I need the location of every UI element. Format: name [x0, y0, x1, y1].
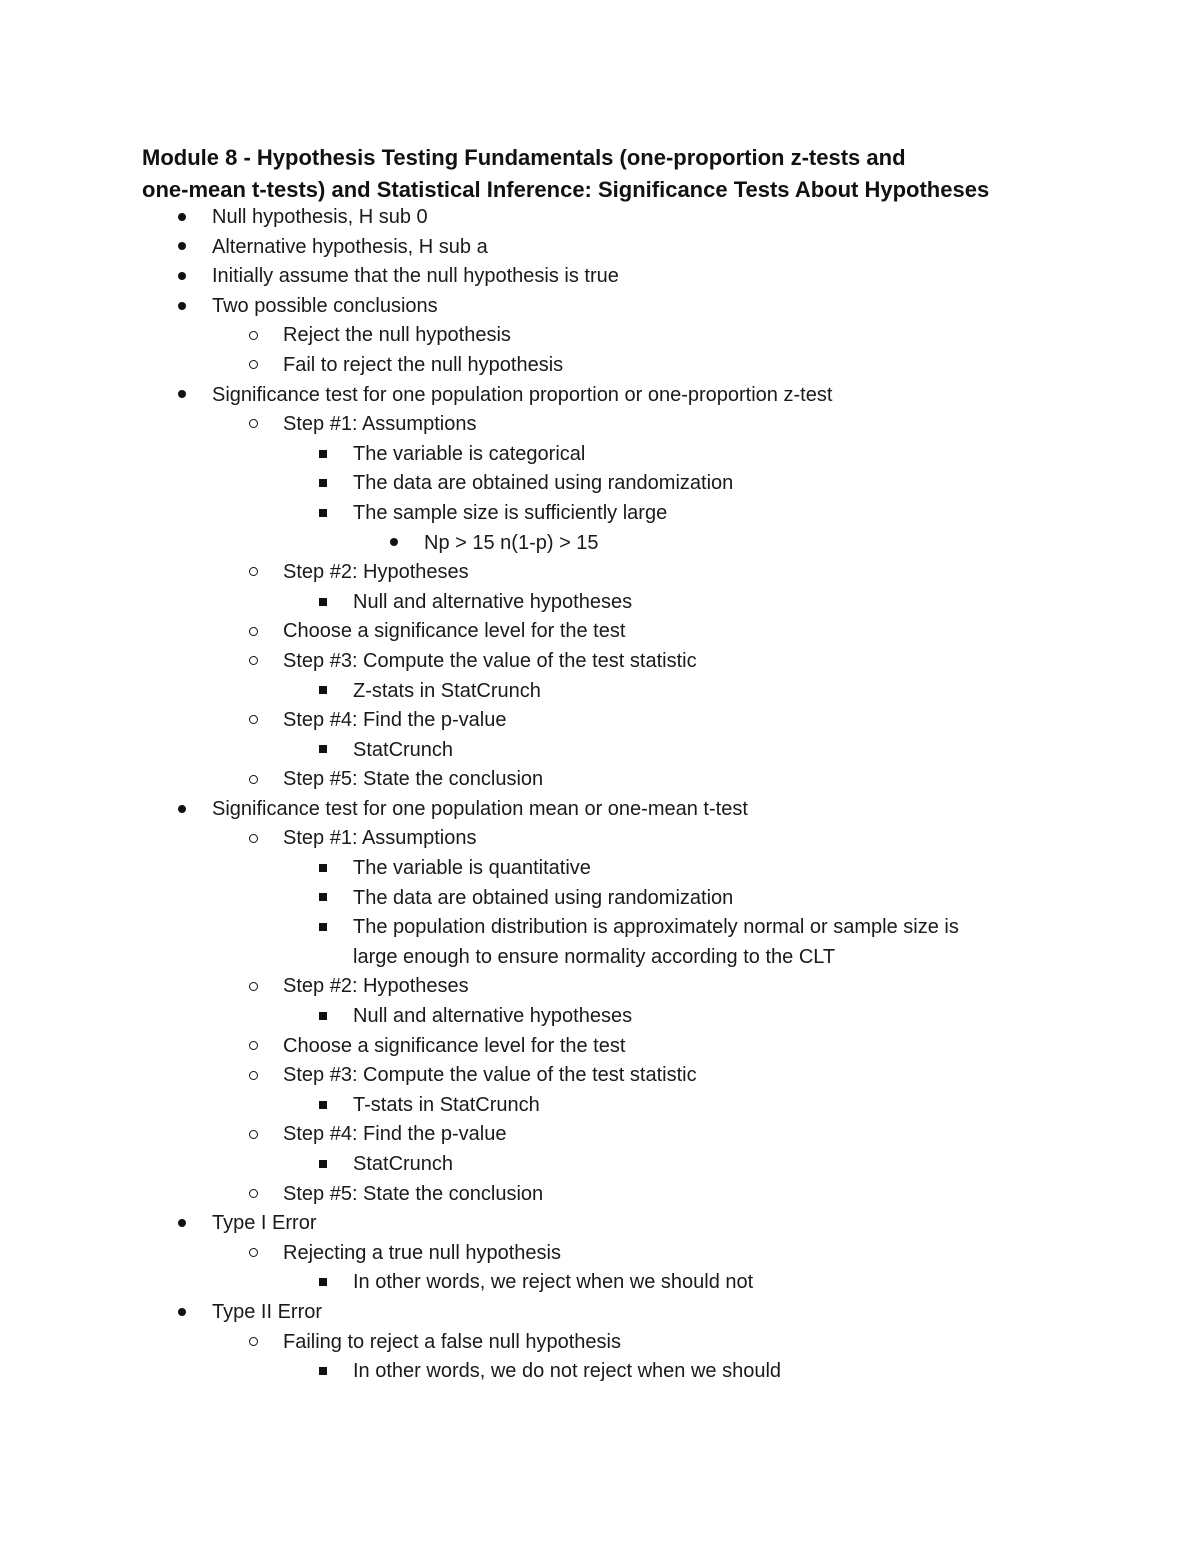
bullet-dot-icon: [172, 1298, 192, 1328]
list-item-line: StatCrunch: [353, 738, 454, 761]
list-item-line: The data are obtained using randomization: [353, 886, 734, 909]
bullet-circle-icon: [243, 558, 263, 588]
bullet-square-icon: [313, 1268, 333, 1298]
list-item-text: [353, 1091, 540, 1121]
list-item: [0, 469, 1200, 499]
bullet-circle-icon: [243, 706, 263, 736]
bullet-circle-icon: [243, 617, 263, 647]
list-item: [0, 972, 1200, 1002]
page-title: [142, 142, 1102, 205]
list-item-line: Choose a significance level for the test: [283, 1034, 626, 1057]
list-item-line: Null and alternative hypotheses: [353, 590, 633, 613]
list-item-text: [283, 410, 476, 440]
list-item-text: [353, 913, 959, 972]
list-item-text: [283, 1239, 561, 1269]
list-item-text: [353, 1268, 753, 1298]
list-item: [0, 1268, 1200, 1298]
list-item-line: Type I Error: [212, 1212, 317, 1235]
list-item-text: [283, 1180, 543, 1210]
list-item-line: In other words, we reject when we should not: [353, 1271, 754, 1294]
list-item: [0, 1298, 1200, 1328]
bullet-dot-icon: [172, 1209, 192, 1239]
list-item-text: [424, 529, 599, 559]
list-item: [0, 1091, 1200, 1121]
list-item-text: [353, 677, 541, 707]
list-item: [0, 292, 1200, 322]
bullet-circle-icon: [243, 1239, 263, 1269]
list-item-line: Fail to reject the null hypothesis: [283, 353, 564, 376]
list-item: [0, 1209, 1200, 1239]
list-item: [0, 884, 1200, 914]
list-item: [0, 351, 1200, 381]
bullet-circle-icon: [243, 647, 263, 677]
outline-list: [0, 203, 1200, 1387]
list-item: [0, 1150, 1200, 1180]
bullet-circle-icon: [243, 351, 263, 381]
list-item-line: Step #5: State the conclusion: [283, 768, 544, 791]
bullet-square-icon: [313, 469, 333, 499]
list-item: [0, 706, 1200, 736]
list-item: [0, 854, 1200, 884]
bullet-circle-icon: [243, 765, 263, 795]
bullet-circle-icon: [243, 321, 263, 351]
list-item-text: [353, 469, 733, 499]
bullet-square-icon: [313, 677, 333, 707]
list-item-text: [283, 1328, 621, 1358]
list-item-line: Step #2: Hypotheses: [283, 975, 469, 998]
list-item-line: Type II Error: [212, 1300, 323, 1323]
bullet-square-icon: [313, 736, 333, 766]
list-item: [0, 677, 1200, 707]
list-item: [0, 1328, 1200, 1358]
list-item-line: Significance test for one population mean or one-mean t-test: [212, 797, 748, 820]
list-item-line: Null and alternative hypotheses: [353, 1005, 633, 1028]
bullet-square-icon: [313, 884, 333, 914]
list-item: [0, 736, 1200, 766]
list-item: [0, 1032, 1200, 1062]
list-item-text: [212, 1298, 322, 1328]
bullet-square-icon: [313, 588, 333, 618]
list-item-line: In other words, we do not reject when we should: [353, 1360, 782, 1383]
bullet-square-icon: [313, 1150, 333, 1180]
list-item-line: Significance test for one population proportion or one-proportion z-test: [212, 383, 833, 406]
list-item-line: The data are obtained using randomization: [353, 472, 734, 495]
list-item: [0, 824, 1200, 854]
list-item-text: [283, 321, 511, 351]
bullet-square-icon: [313, 1002, 333, 1032]
bullet-dot-icon: [172, 292, 192, 322]
list-item-text: [212, 795, 748, 825]
list-item-text: [212, 292, 438, 322]
list-item: [0, 765, 1200, 795]
list-item-line: Alternative hypothesis, H sub a: [212, 235, 488, 258]
list-item: [0, 1239, 1200, 1269]
bullet-square-icon: [313, 913, 333, 943]
list-item-text: [353, 736, 453, 766]
list-item-line: Initially assume that the null hypothesis is true: [212, 265, 619, 288]
list-item: [0, 795, 1200, 825]
list-item: [0, 1002, 1200, 1032]
list-item-line: Reject the null hypothesis: [283, 324, 511, 347]
list-item: [0, 529, 1200, 559]
bullet-circle-icon: [243, 1061, 263, 1091]
bullet-dot-icon: [172, 262, 192, 292]
list-item-line: Np > 15 n(1-p) > 15: [424, 531, 599, 554]
list-item-line: The sample size is sufficiently large: [353, 501, 668, 524]
bullet-square-icon: [313, 1357, 333, 1387]
title-line-1: Module 8 - Hypothesis Testing Fundamentals (one-proportion z-tests and: [142, 145, 906, 170]
list-item: [0, 410, 1200, 440]
list-item-line: The population distribution is approximately normal or sample size is: [353, 916, 959, 939]
list-item-text: [353, 884, 733, 914]
list-item-text: [212, 203, 428, 233]
title-line-2: one-mean t-tests) and Statistical Inference: Significance Tests About Hypotheses: [142, 176, 990, 202]
bullet-circle-icon: [243, 1180, 263, 1210]
list-item: [0, 647, 1200, 677]
list-item-line: The variable is quantitative: [353, 857, 591, 880]
list-item-line: Step #5: State the conclusion: [283, 1182, 544, 1205]
list-item: [0, 1180, 1200, 1210]
list-item-line: Z-stats in StatCrunch: [353, 679, 541, 702]
list-item-text: [283, 647, 697, 677]
list-item-text: [212, 381, 832, 411]
list-item-text: [283, 824, 476, 854]
list-item-text: [353, 588, 632, 618]
list-item: [0, 499, 1200, 529]
list-item: [0, 203, 1200, 233]
list-item: [0, 558, 1200, 588]
list-item-line: Step #3: Compute the value of the test statistic: [283, 1064, 697, 1087]
list-item: [0, 617, 1200, 647]
list-item: [0, 1357, 1200, 1387]
list-item-text: [353, 1002, 632, 1032]
list-item-line: Step #4: Find the p-value: [283, 1123, 507, 1146]
list-item-text: [353, 1357, 781, 1387]
list-item: [0, 233, 1200, 263]
list-item: [0, 588, 1200, 618]
bullet-circle-icon: [243, 824, 263, 854]
bullet-dot-icon: [384, 529, 404, 559]
list-item-line: StatCrunch: [353, 1153, 454, 1175]
list-item-text: [283, 765, 543, 795]
bullet-circle-icon: [243, 1120, 263, 1150]
list-item-line: Step #2: Hypotheses: [283, 561, 469, 584]
list-item: [0, 1061, 1200, 1091]
bullet-dot-icon: [172, 381, 192, 411]
list-item-line: Step #1: Assumptions: [283, 413, 477, 436]
list-item-line: The variable is categorical: [353, 442, 586, 465]
list-item-line: Two possible conclusions: [212, 294, 438, 317]
bullet-square-icon: [313, 1091, 333, 1121]
list-item-text: [283, 706, 506, 736]
list-item-line: Rejecting a true null hypothesis: [283, 1241, 561, 1264]
bullet-square-icon: [313, 854, 333, 884]
list-item: [0, 381, 1200, 411]
list-item-line: Step #3: Compute the value of the test statistic: [283, 649, 697, 672]
list-item-text: [212, 233, 488, 263]
list-item-text: [212, 262, 619, 292]
list-item-line: Null hypothesis, H sub 0: [212, 206, 428, 228]
list-item-text: [283, 351, 563, 381]
list-item-text: [353, 499, 667, 529]
list-item: [0, 913, 1200, 972]
list-item-text: [353, 1150, 453, 1180]
bullet-square-icon: [313, 440, 333, 470]
list-item-text: [283, 558, 469, 588]
list-item-text: [283, 1032, 625, 1062]
bullet-circle-icon: [243, 410, 263, 440]
list-item-line: Step #4: Find the p-value: [283, 709, 507, 732]
list-item-text: [353, 440, 585, 470]
list-item-text: [212, 1209, 316, 1239]
list-item-text: [283, 972, 469, 1002]
list-item-line: T-stats in StatCrunch: [353, 1093, 540, 1116]
list-item-line: Step #1: Assumptions: [283, 827, 477, 850]
list-item-line-continued: large enough to ensure normality according to the CLT: [353, 945, 836, 968]
bullet-dot-icon: [172, 203, 192, 233]
list-item: [0, 262, 1200, 292]
list-item-text: [283, 1061, 697, 1091]
list-item: [0, 321, 1200, 351]
bullet-circle-icon: [243, 1328, 263, 1358]
bullet-circle-icon: [243, 1032, 263, 1062]
list-item: [0, 440, 1200, 470]
list-item-text: [283, 617, 625, 647]
list-item-line: Choose a significance level for the test: [283, 620, 626, 643]
bullet-dot-icon: [172, 233, 192, 263]
bullet-circle-icon: [243, 972, 263, 1002]
list-item-text: [353, 854, 591, 884]
list-item-text: [283, 1120, 506, 1150]
list-item: [0, 1120, 1200, 1150]
list-item-line: Failing to reject a false null hypothesis: [283, 1330, 621, 1353]
bullet-square-icon: [313, 499, 333, 529]
bullet-dot-icon: [172, 795, 192, 825]
